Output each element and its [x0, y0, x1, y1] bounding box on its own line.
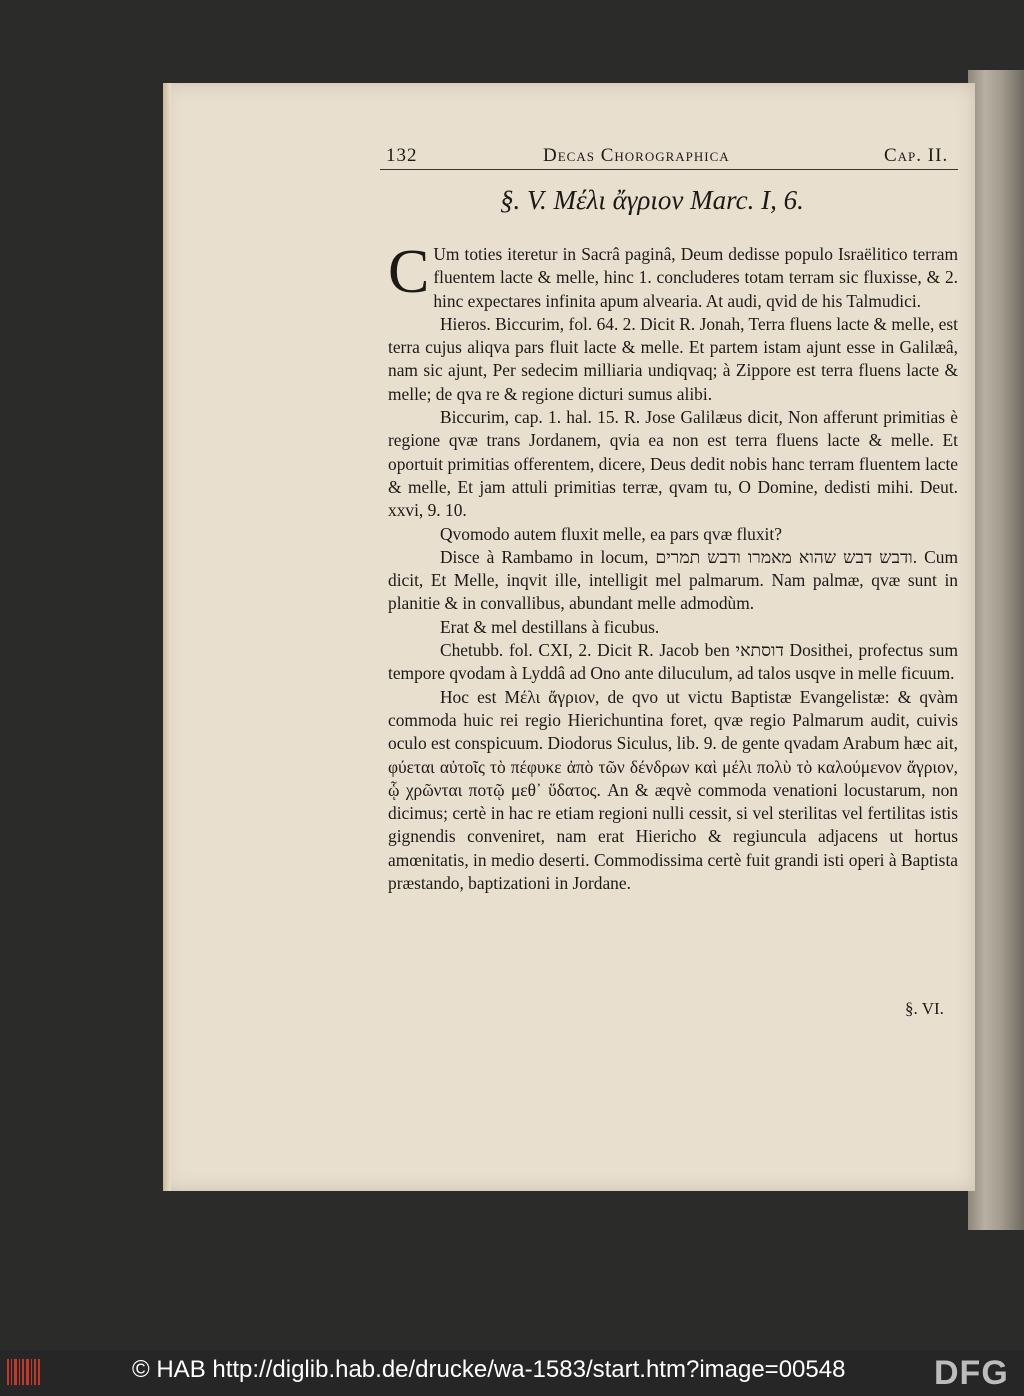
paragraph: Chetubb. fol. CXI, 2. Dicit R. Jacob ben דוסתאי Dosithei, profectus sum tempore qvodam à Lyddâ ad Ono ante diluculum, ad talos usqve in melle ficuum. [388, 640, 958, 684]
chapter-label: Cap. II. [884, 145, 949, 166]
body-text [388, 238, 958, 895]
paragraph: Hoc est Μέλι ἄγριον, de qvo ut victu Baptistæ Evangelistæ: & qvàm commoda huic rei regio Hierichuntina foret, qvæ regio Palmarum audit, cuivis oculo est conspicuum. Diodorus Siculus, lib. 9. de gente qvadam Arabum hæc ait, φύεται αὐτοῖς τὸ πέφυκε ἀπὸ τῶν δένδρων καὶ μέλι πολὺ τὸ καλούμενον ἄγριον, ᾧ χρῶνται ποτῷ μεθ᾽ ὕδατος. An & æqvè commoda venationi locustarum, non dicimus; certè in hac re etiam regioni nulli cessit, si vel sterilitas vel fertilitas istis gignendis conveniret, nam erat Hiericho & regiuncula adjacens ut hortus amœnitatis, in medio deserti. Commodissima certè fuit grandi isti operi à Baptista præstando, baptizationi in Jordane. [388, 686, 958, 894]
barcode-icon [6, 1357, 42, 1387]
dfg-logo: DFG [934, 1354, 1009, 1392]
paragraph: Erat & mel destillans à ficubus. [440, 616, 660, 637]
paragraph: Hieros. Biccurim, fol. 64. 2. Dicit R. Jonah, Terra fluens lacte & melle, est terra cujus aliqva pars fluit lacte & melle. Et partem istam ajunt esse in Galilæâ, nam sic ajunt, Per sedecim milliaria undiqvaq; à Zippore est terra fluens lacte & melle; de qva re & regione dicturi sumus alibi. [388, 313, 958, 404]
paragraph: Qvomodo autem fluxit melle, ea pars qvæ fluxit? [440, 523, 782, 544]
paragraph: C Um toties iteretur in Sacrâ paginâ, Deum dedisse populo Israëlitico terram fluentem lacte & melle, hinc 1. concluderes totam terram sic fluxisse, & 2. hinc expectares infinita apum alvearia. At audi, qvid de his Talmudici. [388, 238, 958, 311]
catchword: §. VI. [905, 999, 944, 1018]
drop-cap: C [388, 238, 430, 306]
paragraph: Biccurim, cap. 1. hal. 15. R. Jose Galilæus dicit, Non afferunt primitias è regione qvæ trans Jordanem, qvia ea non est terra fluens lacte & melle. Et oportuit primitias offerentem, dicere, Deus dedit nobis hanc terram fluentem lacte & melle, Et jam attuli primitias terræ, qvam tu, O Domine, dedisti mihi. Deut. xxvi, 9. 10. [388, 407, 958, 521]
running-title: Decas Chorographica [543, 145, 730, 166]
header-rule [380, 169, 958, 170]
copyright-link[interactable]: © HAB http://diglib.hab.de/drucke/wa-1583/start.htm?image=00548 [132, 1356, 846, 1383]
page-number: 132 [386, 145, 418, 166]
next-page-edge [968, 70, 1024, 1230]
paragraph: Disce à Rambamo in locum, ודבש דבש שהוא מאמרו ודבש תמרים. Cum dicit, Et Melle, inqvit ille, intelligit mel palmarum. Nam palmæ, qvæ sunt in planitie & in convallibus, abundant melle admodùm. [388, 546, 958, 614]
section-title: §. V. Μέλι ἄγριον Marc. I, 6. [500, 185, 804, 215]
